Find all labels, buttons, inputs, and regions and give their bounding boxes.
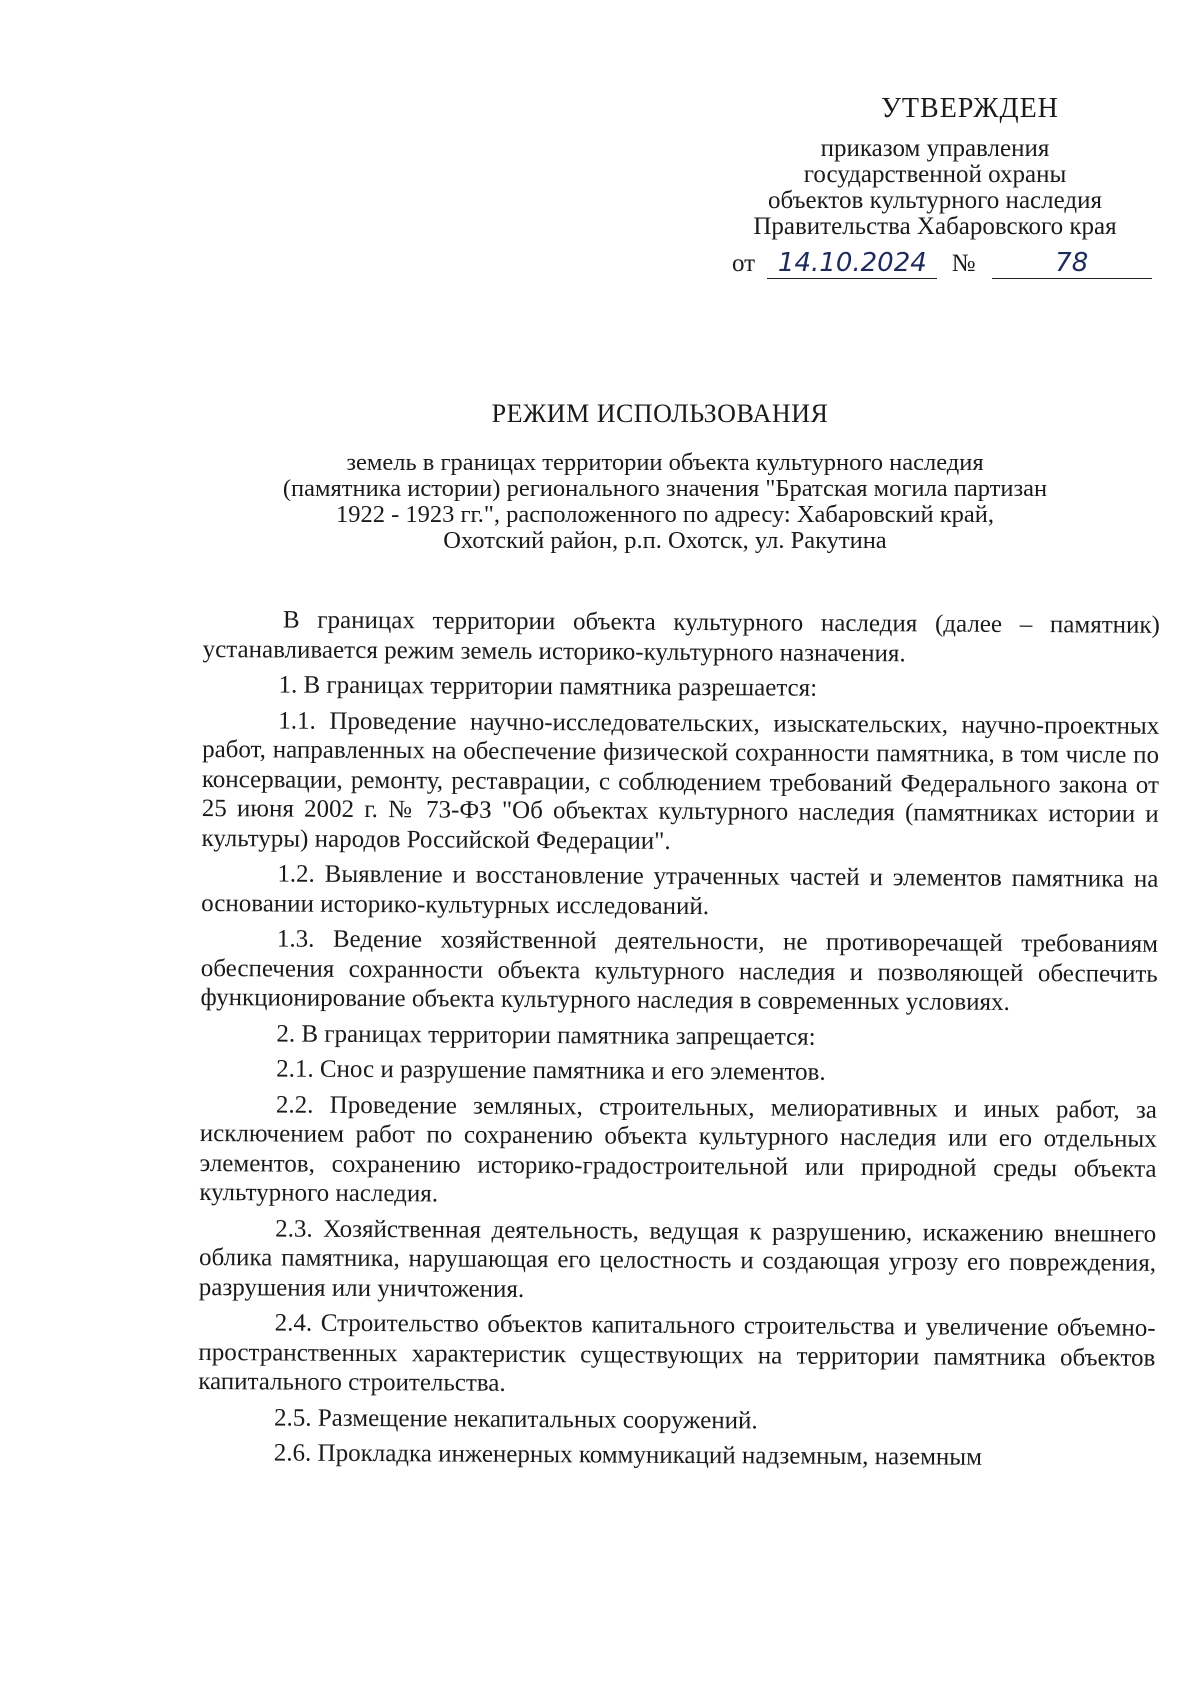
approval-line: приказом управления (820, 135, 1050, 162)
subtitle-line: 1922 - 1923 гг.", расположенного по адресу: Хабаровский край, (335, 501, 995, 528)
paragraph-section-1: 1. В границах территории памятника разрешается: (278, 671, 818, 702)
paragraph-item-1-3: 1.3. Ведение хозяйственной деятельности, не противоречащей требованиям обеспечения сохранности объекта культурного наследия и позволяющей обеспечить функционирование объекта культурного наследия в современных условиях. (200, 925, 1159, 1016)
paragraph-item-1-1: 1.1. Проведение научно-исследовательских, изыскательских, научно-проектных работ, направленных на обеспечение физической сохранности памятника, в том числе по консервации, ремонту, реставрации, с соблюдением требований Федерального закона от 25 июня 2002 г. № 73-ФЗ "Об объектах культурного наследия (памятниках истории и культуры) народов Российской Федерации". (201, 706, 1160, 855)
paragraph-section-2: 2. В границах территории памятника запрещается: (276, 1019, 816, 1051)
approval-line: Правительства Хабаровского края (753, 213, 1117, 240)
paragraph-item-2-5: 2.5. Размещение некапитальных сооружений. (273, 1403, 758, 1434)
approval-block (720, 93, 1150, 240)
approval-line: государственной охраны (803, 161, 1067, 188)
document-subtitle (200, 450, 1130, 554)
approval-line: объектов культурного наследия (768, 187, 1102, 214)
from-label: от (732, 250, 756, 277)
subtitle-line: (памятника истории) регионального значения "Братская могила партизан (282, 475, 1048, 502)
paragraph-item-2-3: 2.3. Хозяйственная деятельность, ведущая к разрушению, искажению внешнего облика памятника, нарушающая его целостность и создающая угрозу его повреждения, разрушения или уничтожения. (198, 1214, 1157, 1303)
handwritten-number: 78 (992, 248, 1152, 279)
paragraph-item-2-6: 2.6. Прокладка инженерных коммуникаций надземным, наземным (273, 1439, 983, 1471)
subtitle-line: Охотский район, р.п. Охотск, ул. Ракутина (443, 527, 887, 554)
document-title: РЕЖИМ ИСПОЛЬЗОВАНИЯ (491, 399, 829, 428)
subtitle-line: земель в границах территории объекта культурного наследия (346, 449, 984, 476)
paragraph-item-2-2: 2.2. Проведение земляных, строительных, мелиоративных и иных работ, за исключением работ по сохранению объекта культурного наследия или его отдельных элементов, сохранению историко-градостроительной или природной среды объекта культурного наследия. (199, 1090, 1158, 1208)
paragraph-item-2-4: 2.4. Строительство объектов капитального строительства и увеличение объемно-пространственных характеристик существующих на территории памятника объектов капитального строительства. (198, 1309, 1156, 1397)
number-label: № (951, 250, 976, 277)
order-date-number (732, 248, 1152, 279)
approval-title: УТВЕРЖДЕН (881, 93, 1059, 124)
paragraph-item-2-1: 2.1. Снос и разрушение памятника и его элементов. (276, 1055, 826, 1086)
document-body (198, 605, 1160, 1479)
paragraph-item-1-2: 1.2. Выявление и восстановление утраченных частей и элементов памятника на основании историко-культурных исследований. (201, 860, 1159, 920)
handwritten-date: 14.10.2024 (767, 248, 937, 279)
paragraph-intro: В границах территории объекта культурного наследия (далее – памятник) устанавливается режим земель историко-культурного назначения. (202, 606, 1160, 667)
